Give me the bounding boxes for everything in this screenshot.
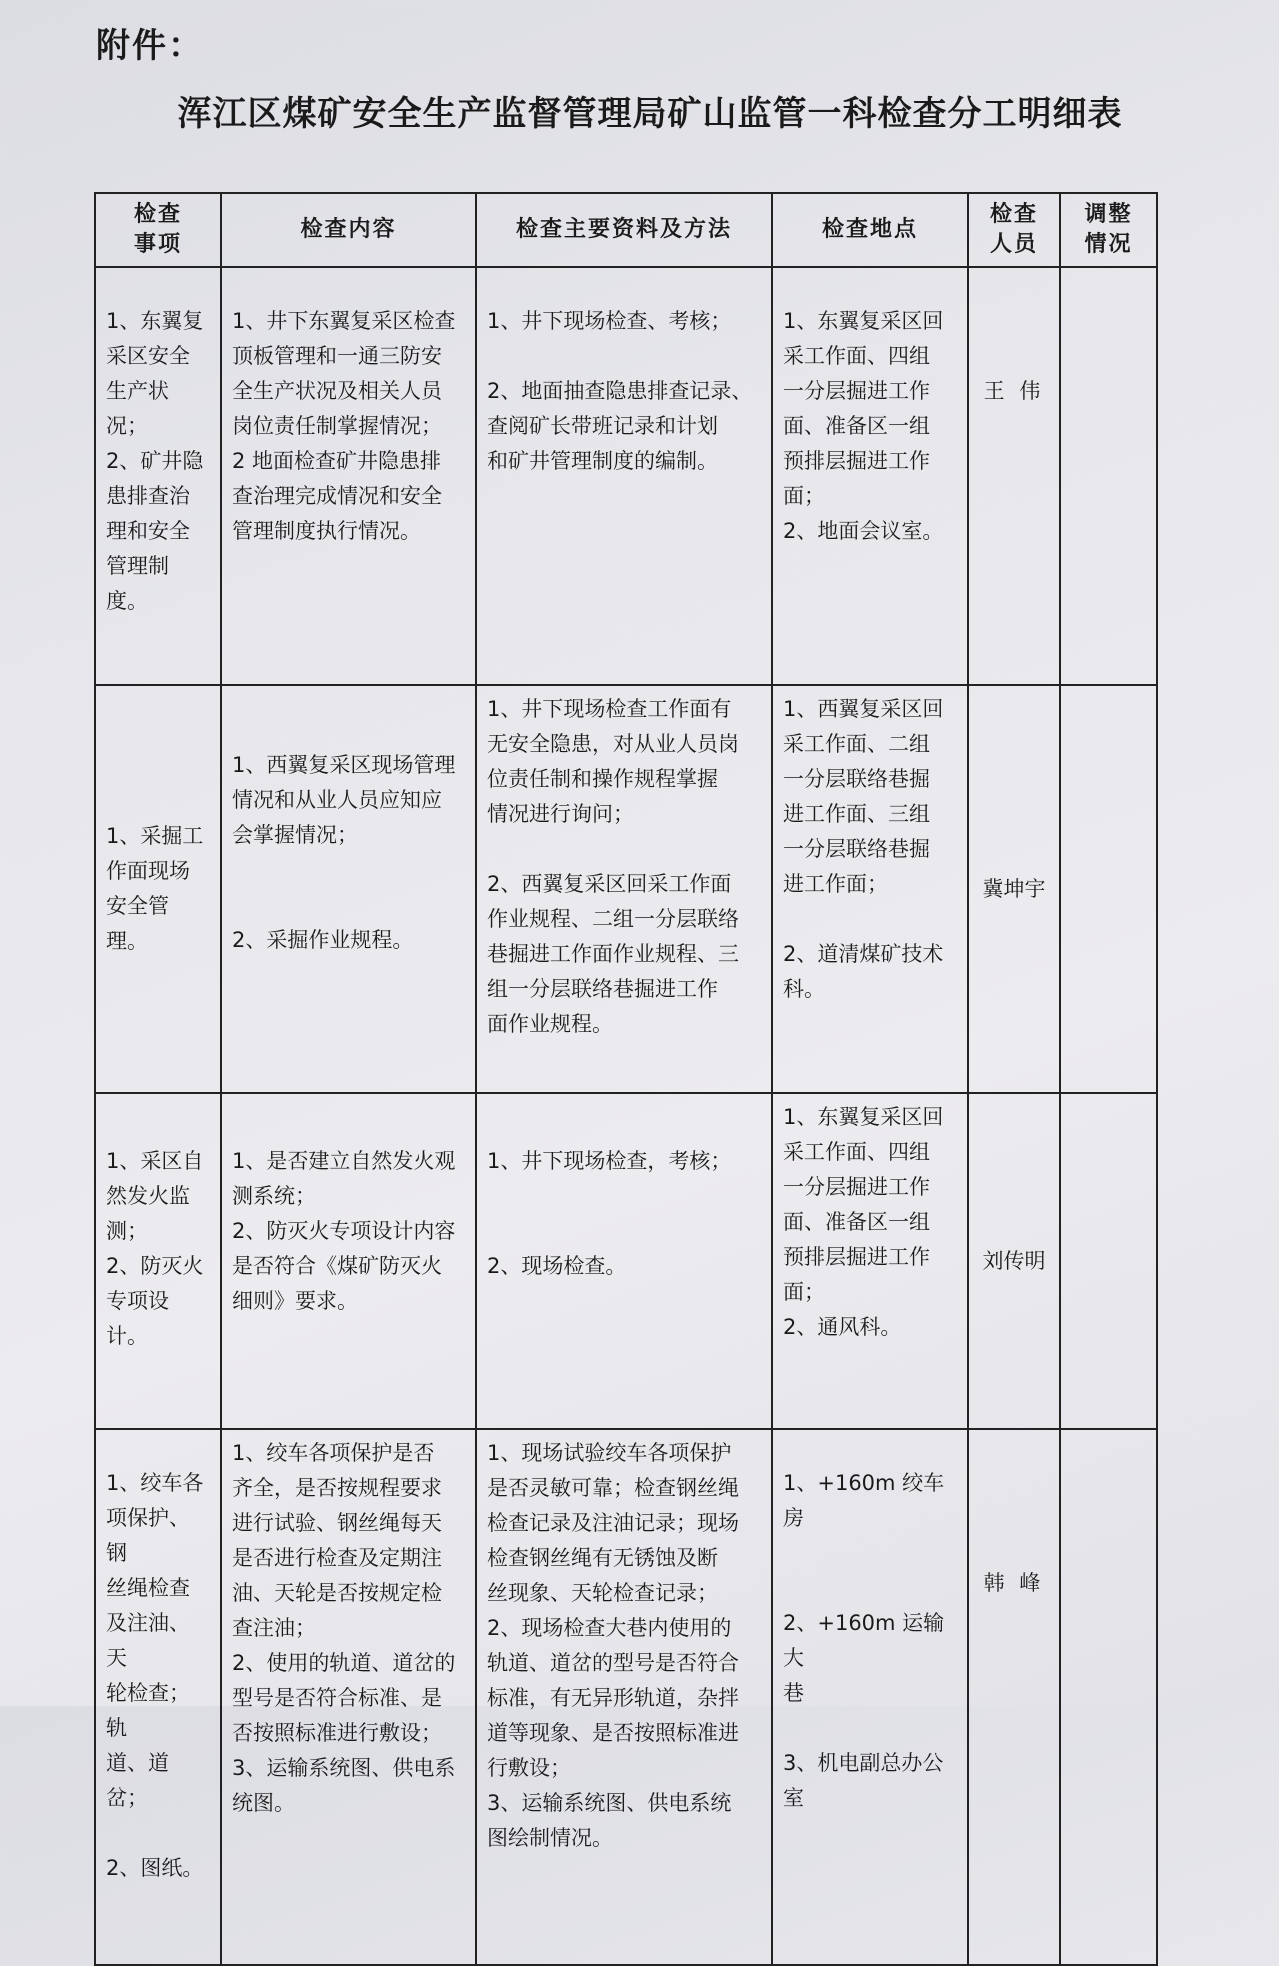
cell-location: 1、+160m 绞车房 2、+160m 运输大 巷 3、机电副总办公 室 — [772, 1429, 968, 1965]
header-method: 检查主要资料及方法 — [476, 193, 772, 267]
cell-adjustment — [1060, 1429, 1157, 1965]
cell-inspector: 韩 峰 — [968, 1429, 1060, 1965]
table-header-row — [95, 193, 1157, 267]
table-row — [95, 1429, 1157, 1965]
cell-inspector: 冀坤宇 — [968, 685, 1060, 1093]
cell-content: 1、西翼复采区现场管理 情况和从业人员应知应 会掌握情况； 2、采掘作业规程。 — [221, 685, 476, 1093]
table-row — [95, 1093, 1157, 1429]
cell-content: 1、绞车各项保护是否 齐全，是否按规程要求 进行试验、钢丝绳每天 是否进行检查及定期注 油、天轮是否按规定检 查注油； 2、使用的轨道、道岔的 型号是否符合标准、是 否按照标准进行敷设； 3、运输系统图、供电系 统图。 — [221, 1429, 476, 1965]
table-row — [95, 267, 1157, 685]
cell-method: 1、井下现场检查，考核； 2、现场检查。 — [476, 1093, 772, 1429]
cell-inspector: 王 伟 — [968, 267, 1060, 685]
cell-adjustment — [1060, 685, 1157, 1093]
cell-adjustment — [1060, 1093, 1157, 1429]
header-content: 检查内容 — [221, 193, 476, 267]
cell-method: 1、井下现场检查、考核； 2、地面抽查隐患排查记录、 查阅矿长带班记录和计划 和矿井管理制度的编制。 — [476, 267, 772, 685]
cell-content: 1、是否建立自然发火观 测系统； 2、防灭火专项设计内容 是否符合《煤矿防灭火 细则》要求。 — [221, 1093, 476, 1429]
cell-item: 1、绞车各 项保护、钢 丝绳检查 及注油、天 轮检查；轨 道、道岔； 2、图纸。 — [95, 1429, 221, 1965]
cell-location: 1、东翼复采区回 采工作面、四组 一分层掘进工作 面、准备区一组 预排层掘进工作 面； 2、地面会议室。 — [772, 267, 968, 685]
cell-location: 1、西翼复采区回 采工作面、二组 一分层联络巷掘 进工作面、三组 一分层联络巷掘 进工作面； 2、道清煤矿技术 科。 — [772, 685, 968, 1093]
table-row — [95, 685, 1157, 1093]
cell-method: 1、现场试验绞车各项保护 是否灵敏可靠；检查钢丝绳 检查记录及注油记录；现场 检查钢丝绳有无锈蚀及断 丝现象、天轮检查记录； 2、现场检查大巷内使用的 轨道、道岔的型号是否符合 标准，有无异形轨道，杂拌 道等现象、是否按照标准进 行敷设； 3、运输系统图、供电系统 图绘制情况。 — [476, 1429, 772, 1965]
cell-location: 1、东翼复采区回 采工作面、四组 一分层掘进工作 面、准备区一组 预排层掘进工作 面； 2、通风科。 — [772, 1093, 968, 1429]
attachment-label: 附件： — [96, 26, 204, 66]
header-adjustment: 调整 情况 — [1060, 193, 1157, 267]
cell-method: 1、井下现场检查工作面有 无安全隐患，对从业人员岗 位责任制和操作规程掌握 情况进行询问； 2、西翼复采区回采工作面 作业规程、二组一分层联络 巷掘进工作面作业规程、三 组一分层联络巷掘进工作 面作业规程。 — [476, 685, 772, 1093]
cell-item: 1、东翼复 采区安全 生产状况； 2、矿井隐 患排查治 理和安全 管理制度。 — [95, 267, 221, 685]
header-location: 检查地点 — [772, 193, 968, 267]
document-title: 浑江区煤矿安全生产监督管理局矿山监管一科检查分工明细表 — [177, 94, 1123, 134]
header-item: 检查 事项 — [95, 193, 221, 267]
cell-adjustment — [1060, 267, 1157, 685]
inspection-table-container — [94, 192, 1156, 1966]
header-inspector: 检查 人员 — [968, 193, 1060, 267]
inspection-assignment-table — [94, 192, 1158, 1966]
cell-content: 1、井下东翼复采区检查 顶板管理和一通三防安 全生产状况及相关人员 岗位责任制掌握情况； 2 地面检查矿井隐患排 查治理完成情况和安全 管理制度执行情况。 — [221, 267, 476, 685]
cell-item: 1、采掘工 作面现场 安全管理。 — [95, 685, 221, 1093]
cell-inspector: 刘传明 — [968, 1093, 1060, 1429]
cell-item: 1、采区自 然发火监 测； 2、防灭火 专项设计。 — [95, 1093, 221, 1429]
